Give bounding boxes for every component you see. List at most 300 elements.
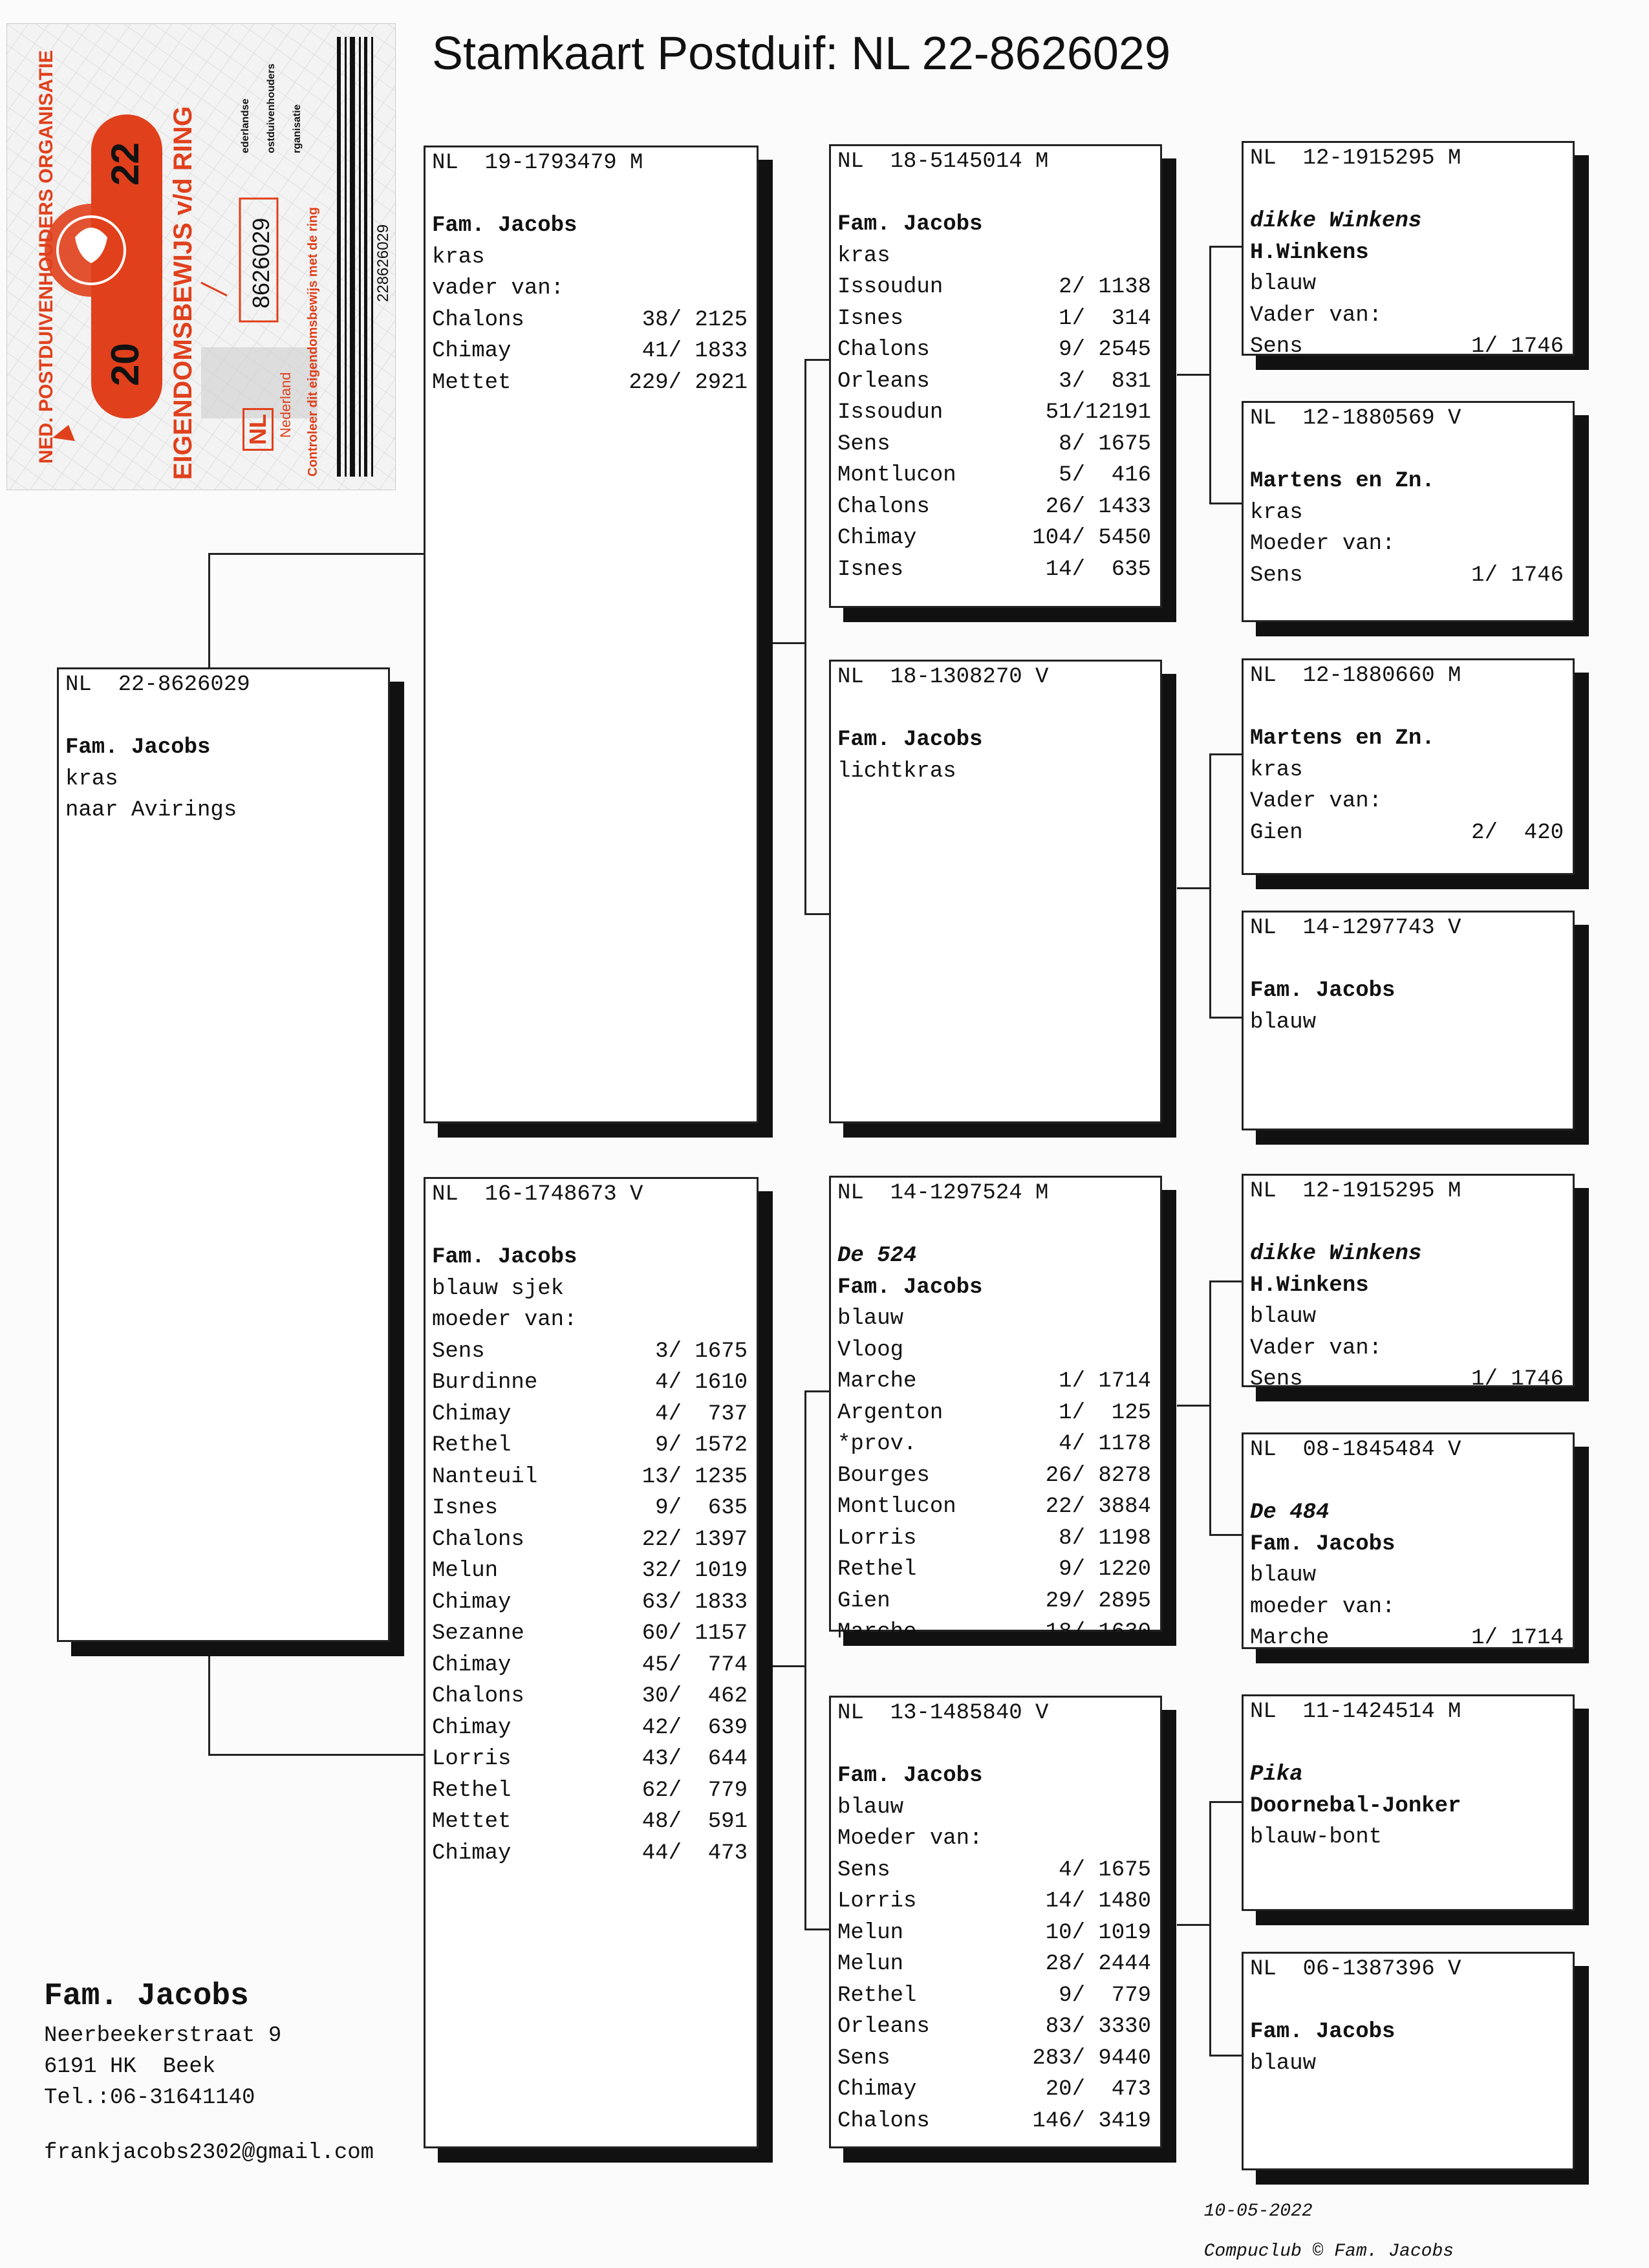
race-name: Mettet xyxy=(432,370,512,395)
ring-number: NL 18-1308270 V xyxy=(837,665,1049,689)
stamp-npo-n: ederlandse xyxy=(240,98,251,153)
result-row xyxy=(432,1744,748,1775)
race-name: Burdinne xyxy=(432,1370,538,1395)
result-row xyxy=(837,1886,1151,1917)
result-row xyxy=(432,1681,748,1712)
card-father xyxy=(424,146,759,1123)
result-row xyxy=(837,2106,1151,2137)
connector xyxy=(1209,1280,1211,1536)
result-row xyxy=(837,272,1151,303)
result-row xyxy=(837,1398,1151,1429)
spacer xyxy=(432,179,748,211)
card-line: kras xyxy=(65,766,118,792)
race-placing: 229/ 2921 xyxy=(629,370,748,395)
card-line: dikke Winkens xyxy=(1250,1242,1422,1266)
race-placing: 42/ 639 xyxy=(641,1715,748,1740)
owner-phone: Tel.:06-31641140 xyxy=(44,2086,255,2110)
result-row xyxy=(837,2043,1151,2075)
race-placing: 9/ 1572 xyxy=(655,1433,748,1458)
race-placing: 32/ 1019 xyxy=(641,1559,748,1583)
race-name: Chalons xyxy=(432,1684,524,1709)
card-line: De 524 xyxy=(837,1244,917,1268)
race-placing: 38/ 2125 xyxy=(641,307,748,332)
card-line: Fam. Jacobs xyxy=(837,1764,983,1788)
spacer xyxy=(837,178,1151,210)
spacer xyxy=(837,1729,1151,1761)
connector xyxy=(804,1390,829,1392)
race-name: Chalons xyxy=(432,307,524,332)
card-line: Vader van: xyxy=(1250,789,1383,814)
connector xyxy=(770,1665,806,1667)
card-line: blauw xyxy=(1250,1304,1317,1329)
connector xyxy=(804,359,829,361)
card-line: Fam. Jacobs xyxy=(1250,978,1396,1003)
race-placing: 30/ 462 xyxy=(641,1684,748,1709)
race-name: Argenton xyxy=(837,1400,943,1425)
race-placing: 1/ 1714 xyxy=(1059,1369,1151,1394)
page-title: Stamkaart Postduif: NL 22-8626029 xyxy=(432,28,1171,80)
card-line: vader van: xyxy=(432,276,565,301)
ring-number: NL 12-1880569 V xyxy=(1250,406,1461,431)
card-line: dikke Winkens xyxy=(1250,209,1422,233)
connector xyxy=(1209,246,1242,248)
spacer xyxy=(1250,1728,1564,1760)
footer-credit: Compuclub © Fam. Jacobs xyxy=(1203,2241,1454,2262)
connector xyxy=(208,553,424,555)
race-placing: 9/ 2545 xyxy=(1059,338,1151,362)
stamp-certificate-text: EIGENDOMSBEWIJS v/d RING xyxy=(169,106,197,480)
card-line: Martens en Zn. xyxy=(1250,469,1435,493)
result-row xyxy=(432,1493,748,1524)
race-name: Issoudun xyxy=(837,400,943,425)
connector xyxy=(208,1652,210,1756)
ring-number: NL 12-1915295 M xyxy=(1250,1179,1461,1204)
card-fm-mother xyxy=(1242,911,1575,1130)
race-name: Chimay xyxy=(432,1841,512,1866)
card-mother-father xyxy=(829,1176,1162,1645)
spacer xyxy=(837,1209,1151,1241)
card-line: Pika xyxy=(1250,1762,1303,1787)
race-name: Chalons xyxy=(432,1527,524,1552)
stamp-npo-p: ostduivenhouders xyxy=(266,63,277,153)
footer xyxy=(1182,2181,1454,2262)
connector xyxy=(1209,753,1211,1019)
race-placing: 44/ 473 xyxy=(641,1841,748,1866)
race-name: Montlucon xyxy=(837,1495,956,1519)
spacer xyxy=(65,701,379,733)
race-placing: 1/ 314 xyxy=(1059,306,1151,331)
card-ff-mother xyxy=(1242,401,1575,622)
race-name: Sens xyxy=(432,1339,485,1364)
race-placing: 1/ 1746 xyxy=(1471,334,1564,359)
race-name: Isnes xyxy=(837,557,904,582)
card-mm-father xyxy=(1242,1694,1575,1911)
race-placing: 9/ 779 xyxy=(1059,1983,1151,2008)
card-line: Fam. Jacobs xyxy=(432,1245,577,1269)
ring-number: NL 06-1387396 V xyxy=(1250,1957,1461,1982)
race-placing: 1/ 1746 xyxy=(1471,1367,1564,1392)
card-father-mother xyxy=(829,660,1162,1123)
race-name: Gien xyxy=(837,1588,890,1614)
race-placing: 13/ 1235 xyxy=(641,1464,748,1489)
result-row xyxy=(1250,331,1564,363)
race-placing: 5/ 416 xyxy=(1059,463,1151,488)
owner-info xyxy=(44,1979,374,2165)
card-line: Vader van: xyxy=(1250,1335,1383,1361)
result-row xyxy=(1250,1364,1564,1396)
race-name: Chalons xyxy=(837,2108,930,2133)
spacer xyxy=(1250,175,1564,206)
race-placing: 10/ 1019 xyxy=(1045,1920,1151,1945)
card-line: Martens en Zn. xyxy=(1250,726,1435,751)
ring-number: NL 22-8626029 xyxy=(65,673,250,697)
connector xyxy=(1209,502,1242,504)
card-line: H.Winkens xyxy=(1250,1273,1369,1298)
result-row xyxy=(432,1838,748,1870)
card-line: Fam. Jacobs xyxy=(65,735,211,760)
connector xyxy=(1177,887,1211,889)
race-name: Melun xyxy=(837,1920,904,1945)
race-name: Chalons xyxy=(837,338,930,362)
race-placing: 283/ 9440 xyxy=(1032,2046,1151,2071)
race-placing: 51/12191 xyxy=(1045,400,1151,425)
stamp-country: NL xyxy=(242,408,274,451)
race-placing: 28/ 2444 xyxy=(1045,1952,1151,1976)
race-name: Marche xyxy=(837,1369,917,1394)
race-name: Bourges xyxy=(837,1463,930,1488)
race-placing: 3/ 1675 xyxy=(655,1339,748,1364)
ring-number: NL 19-1793479 M xyxy=(432,151,643,175)
result-row xyxy=(432,1336,748,1368)
race-name: Issoudun xyxy=(837,275,943,299)
ring-number: NL 14-1297743 V xyxy=(1250,916,1461,940)
ring-number: NL 12-1915295 M xyxy=(1250,146,1461,171)
spacer xyxy=(1250,944,1564,976)
race-name: Chimay xyxy=(837,526,917,550)
card-line: Vader van: xyxy=(1250,303,1383,328)
race-placing: 22/ 1397 xyxy=(641,1527,748,1552)
result-row xyxy=(432,1430,748,1462)
connector xyxy=(804,1928,829,1930)
race-placing: 4/ 1675 xyxy=(1059,1857,1151,1883)
result-row xyxy=(837,366,1151,398)
result-row xyxy=(837,1949,1151,1980)
card-mf-mother xyxy=(1242,1432,1575,1649)
card-line: De 484 xyxy=(1250,1500,1330,1525)
card-line: Moeder van: xyxy=(1250,532,1396,556)
ring-number: NL 11-1424514 M xyxy=(1250,1700,1461,1724)
race-name: Chalons xyxy=(837,494,930,519)
owner-name: Fam. Jacobs xyxy=(44,1979,249,2014)
card-line: Fam. Jacobs xyxy=(432,213,577,238)
result-row xyxy=(432,1712,748,1744)
race-placing: 14/ 1480 xyxy=(1045,1889,1151,1914)
race-name: Isnes xyxy=(432,1496,499,1520)
card-subject xyxy=(57,667,390,1642)
race-placing: 63/ 1833 xyxy=(641,1590,748,1615)
ring-number: NL 12-1880660 M xyxy=(1250,664,1461,688)
connector xyxy=(770,642,806,644)
race-placing: 48/ 591 xyxy=(641,1809,748,1834)
race-placing: 1/ 1714 xyxy=(1471,1626,1564,1650)
ring-number: NL 16-1748673 V xyxy=(432,1182,643,1207)
stamp-nederland: Nederland xyxy=(277,372,294,438)
connector xyxy=(1177,1924,1211,1926)
stamp-org-text: NED. POSTDUIVENHOUDERS ORGANISATIE xyxy=(36,50,57,464)
race-name: Rethel xyxy=(432,1433,512,1458)
connector xyxy=(1209,1017,1242,1019)
result-row xyxy=(837,429,1151,460)
connector xyxy=(1209,1534,1242,1536)
race-name: Gien xyxy=(1250,820,1303,845)
race-placing: 26/ 8278 xyxy=(1045,1463,1151,1488)
card-mother-mother xyxy=(829,1696,1162,2148)
card-line: lichtkras xyxy=(837,759,956,784)
card-mm-mother xyxy=(1242,1952,1575,2170)
card-line: Fam. Jacobs xyxy=(837,728,983,752)
race-name: Chimay xyxy=(432,1590,512,1615)
card-line: Fam. Jacobs xyxy=(837,212,983,237)
result-row xyxy=(837,1460,1151,1492)
card-line: moeder van: xyxy=(1250,1594,1396,1619)
race-placing: 1/ 125 xyxy=(1059,1400,1151,1425)
connector xyxy=(1209,1801,1242,1803)
race-placing: 29/ 2895 xyxy=(1045,1588,1151,1614)
result-row xyxy=(837,1366,1151,1398)
result-row xyxy=(432,1555,748,1587)
race-name: Orleans xyxy=(837,369,930,394)
card-line: blauw sjek xyxy=(432,1276,565,1301)
card-line: kras xyxy=(432,244,485,270)
result-row xyxy=(837,1429,1151,1460)
race-name: Montlucon xyxy=(837,463,956,488)
card-fm-father xyxy=(1242,658,1575,875)
race-placing: 3/ 831 xyxy=(1059,369,1151,394)
race-placing: 9/ 1220 xyxy=(1059,1557,1151,1582)
card-line: kras xyxy=(1250,757,1303,783)
result-row xyxy=(432,1775,748,1807)
connector xyxy=(1209,2055,1242,2057)
spacer xyxy=(1250,1985,1564,2017)
race-placing: 2/ 1138 xyxy=(1059,275,1151,299)
owner-email[interactable]: frankjacobs2302@gmail.com xyxy=(44,2141,374,2165)
card-line: Fam. Jacobs xyxy=(837,1275,983,1300)
result-row xyxy=(1250,560,1564,592)
race-name: Sens xyxy=(1250,1367,1303,1392)
race-name: Rethel xyxy=(837,1557,917,1582)
race-placing: 18/ 1630 xyxy=(1045,1620,1151,1645)
race-placing: 62/ 779 xyxy=(641,1778,748,1803)
connector xyxy=(1177,1405,1211,1407)
spacer xyxy=(432,1211,748,1242)
race-name: Chimay xyxy=(837,2077,917,2102)
card-line: blauw xyxy=(1250,1563,1317,1588)
card-line: Fam. Jacobs xyxy=(1250,2020,1396,2044)
race-name: Nanteuil xyxy=(432,1464,538,1489)
result-row xyxy=(837,2011,1151,2043)
race-name: Chimay xyxy=(432,1652,512,1678)
card-line: moeder van: xyxy=(432,1308,577,1332)
spacer xyxy=(1250,692,1564,724)
race-placing: 43/ 644 xyxy=(641,1747,748,1771)
card-mother xyxy=(424,1177,759,2148)
connector xyxy=(1209,246,1211,504)
card-ff-father xyxy=(1242,141,1575,359)
owner-street: Neerbeekerstraat 9 xyxy=(44,2024,282,2048)
race-placing: 2/ 420 xyxy=(1471,820,1564,845)
connector xyxy=(208,1754,424,1756)
result-row xyxy=(837,523,1151,554)
card-line: blauw xyxy=(1250,272,1317,296)
ownership-certificate xyxy=(6,23,396,490)
spacer xyxy=(1250,1466,1564,1498)
race-placing: 14/ 635 xyxy=(1045,557,1151,582)
card-line: blauw xyxy=(1250,1010,1317,1035)
card-line: blauw xyxy=(837,1795,904,1820)
spacer xyxy=(837,693,1151,725)
card-mf-father xyxy=(1242,1174,1575,1392)
result-row xyxy=(432,1462,748,1493)
card-line: Vloog xyxy=(837,1337,904,1363)
stamp-ring-number: 8626029 xyxy=(248,217,274,308)
result-row xyxy=(1250,1623,1564,1654)
result-row xyxy=(837,1554,1151,1586)
connector xyxy=(1209,1801,1211,2057)
certificate-graphic xyxy=(7,24,395,490)
race-name: Marche xyxy=(837,1620,917,1645)
race-placing: 45/ 774 xyxy=(641,1652,748,1678)
stamp-npo-o: rganisatie xyxy=(292,104,303,153)
race-name: Mettet xyxy=(432,1809,512,1834)
result-row xyxy=(837,1855,1151,1886)
race-name: Isnes xyxy=(837,306,904,331)
connector xyxy=(1209,1280,1242,1282)
race-name: Chimay xyxy=(432,339,512,363)
card-line: Fam. Jacobs xyxy=(1250,1531,1396,1557)
race-placing: 26/ 1433 xyxy=(1045,494,1151,519)
result-row xyxy=(837,554,1151,586)
card-line: kras xyxy=(837,243,890,268)
race-name: Sens xyxy=(837,1857,890,1883)
result-row xyxy=(837,1980,1151,2012)
result-row xyxy=(837,1917,1151,1949)
race-name: Lorris xyxy=(837,1526,917,1551)
result-row xyxy=(837,1523,1151,1555)
ring-number: NL 08-1845484 V xyxy=(1250,1438,1461,1462)
race-name: Orleans xyxy=(837,2014,930,2039)
race-placing: 4/ 1178 xyxy=(1059,1432,1151,1456)
race-name: Marche xyxy=(1250,1626,1330,1650)
race-placing: 1/ 1746 xyxy=(1471,563,1564,588)
card-line: Doornebal-Jonker xyxy=(1250,1793,1461,1819)
connector xyxy=(804,913,829,915)
race-placing: 4/ 737 xyxy=(655,1401,748,1427)
race-placing: 20/ 473 xyxy=(1045,2077,1151,2102)
result-row xyxy=(837,460,1151,491)
result-row xyxy=(837,334,1151,366)
result-row xyxy=(837,303,1151,335)
result-row xyxy=(837,1586,1151,1617)
footer-date: 10-05-2022 xyxy=(1203,2201,1313,2221)
race-placing: 4/ 1610 xyxy=(655,1370,748,1395)
card-line: blauw xyxy=(1250,2051,1317,2076)
race-placing: 9/ 635 xyxy=(655,1496,748,1520)
result-row xyxy=(432,1618,748,1650)
race-name: Sezanne xyxy=(432,1621,524,1646)
stamp-year-left: 20 xyxy=(103,343,147,386)
card-line: Moeder van: xyxy=(837,1826,983,1851)
race-placing: 8/ 1198 xyxy=(1059,1526,1151,1551)
race-placing: 83/ 3330 xyxy=(1045,2014,1151,2039)
stamp-control-text: Controleer dit eigendomsbewijs met de ring xyxy=(306,207,320,477)
race-placing: 41/ 1833 xyxy=(641,339,748,363)
race-placing: 146/ 3419 xyxy=(1032,2108,1151,2133)
result-row xyxy=(432,1806,748,1838)
result-row xyxy=(432,305,748,336)
result-row xyxy=(432,1367,748,1399)
card-line: naar Avirings xyxy=(65,798,237,823)
connector xyxy=(1177,374,1211,376)
ring-number: NL 18-5145014 M xyxy=(837,149,1049,174)
spacer xyxy=(1250,1207,1564,1239)
owner-city: 6191 HK Beek xyxy=(44,2055,216,2079)
race-placing: 60/ 1157 xyxy=(641,1621,748,1646)
card-line: blauw-bont xyxy=(1250,1825,1383,1850)
result-row xyxy=(432,1399,748,1431)
race-name: Sens xyxy=(1250,563,1303,588)
race-placing: 8/ 1675 xyxy=(1059,431,1151,457)
result-row xyxy=(432,1587,748,1619)
race-name: Chimay xyxy=(432,1715,512,1740)
race-placing: 22/ 3884 xyxy=(1045,1495,1151,1519)
result-row xyxy=(837,1491,1151,1523)
race-name: Melun xyxy=(432,1559,499,1583)
race-name: Sens xyxy=(837,2046,890,2071)
result-row xyxy=(1250,817,1564,849)
race-name: Chimay xyxy=(432,1401,512,1427)
ring-number: NL 13-1485840 V xyxy=(837,1701,1049,1725)
result-row xyxy=(432,1524,748,1556)
card-line: kras xyxy=(1250,500,1303,525)
race-name: Rethel xyxy=(432,1778,512,1803)
stamp-year-right: 22 xyxy=(103,142,147,186)
race-name: Rethel xyxy=(837,1983,917,2008)
result-row xyxy=(432,367,748,399)
race-name: Sens xyxy=(1250,334,1303,359)
spacer xyxy=(1250,435,1564,466)
race-placing: 104/ 5450 xyxy=(1032,526,1151,550)
result-row xyxy=(837,397,1151,429)
stamp-barcode-number: 228626029 xyxy=(374,224,392,302)
race-name: *prov. xyxy=(837,1432,917,1456)
race-name: Lorris xyxy=(837,1889,917,1914)
connector xyxy=(804,1390,806,1930)
race-name: Melun xyxy=(837,1952,904,1976)
result-row xyxy=(837,2074,1151,2106)
result-row xyxy=(837,1617,1151,1648)
result-row xyxy=(432,336,748,367)
connector xyxy=(804,359,806,915)
card-father-father xyxy=(829,144,1162,608)
ring-number: NL 14-1297524 M xyxy=(837,1181,1049,1205)
card-line: H.Winkens xyxy=(1250,240,1369,265)
race-name: Lorris xyxy=(432,1747,512,1771)
race-name: Sens xyxy=(837,431,890,457)
connector xyxy=(208,553,210,669)
result-row xyxy=(837,491,1151,523)
connector xyxy=(1209,753,1242,755)
result-row xyxy=(432,1650,748,1681)
